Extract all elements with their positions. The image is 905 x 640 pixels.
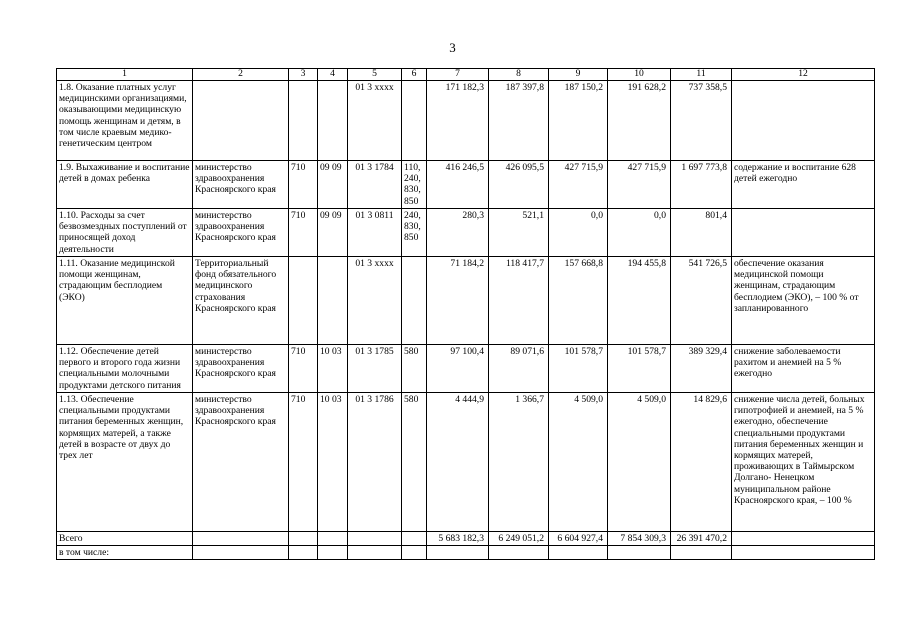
table-row-total [57, 532, 875, 546]
table-cell [732, 209, 875, 257]
table-cell: 1.8. Оказание платных услуг медицинскими организациями, оказывающими медицинскую помощь женщинам и детям, в том числе краевым медико-генетическим центром [57, 81, 193, 161]
table-cell: 710 [289, 209, 318, 257]
table-cell [289, 257, 318, 345]
table-cell: министерство здравоохранения Красноярского края [193, 161, 289, 209]
header-cell: 9 [549, 69, 608, 81]
header-cell: 10 [608, 69, 671, 81]
table-row [57, 257, 875, 345]
table-cell: 01 3 0811 [348, 209, 402, 257]
table-cell: 09 09 [318, 209, 348, 257]
table-cell [318, 532, 348, 546]
table-cell [348, 546, 402, 560]
table-cell: 101 578,7 [608, 345, 671, 393]
table-cell: 416 246,5 [427, 161, 489, 209]
table-cell: 521,1 [489, 209, 549, 257]
table-cell: 6 604 927,4 [549, 532, 608, 546]
header-cell: 7 [427, 69, 489, 81]
table-cell: 101 578,7 [549, 345, 608, 393]
table-cell: 427 715,9 [608, 161, 671, 209]
header-cell: 12 [732, 69, 875, 81]
table-cell: 194 455,8 [608, 257, 671, 345]
table-cell [318, 257, 348, 345]
table-cell [193, 81, 289, 161]
table-cell [608, 546, 671, 560]
table-cell: 6 249 051,2 [489, 532, 549, 546]
header-cell: 2 [193, 69, 289, 81]
table-cell: 10 03 [318, 393, 348, 532]
table-cell [427, 546, 489, 560]
table-cell [732, 546, 875, 560]
table-cell: 580 [402, 345, 427, 393]
header-cell: 1 [57, 69, 193, 81]
table-cell: 157 668,8 [549, 257, 608, 345]
table-cell: 171 182,3 [427, 81, 489, 161]
table-cell: 541 726,5 [671, 257, 732, 345]
table-cell: 09 09 [318, 161, 348, 209]
table-row [57, 161, 875, 209]
table-cell: снижение заболеваемости рахитом и анемией на 5 % ежегодно [732, 345, 875, 393]
table-cell: 0,0 [608, 209, 671, 257]
table-cell [402, 81, 427, 161]
table-cell [289, 532, 318, 546]
table-cell: 710 [289, 393, 318, 532]
header-cell: 8 [489, 69, 549, 81]
header-cell: 11 [671, 69, 732, 81]
table-cell [348, 532, 402, 546]
table-cell: Всего [57, 532, 193, 546]
table-cell: 10 03 [318, 345, 348, 393]
table-cell: 426 095,5 [489, 161, 549, 209]
table-cell: 737 358,5 [671, 81, 732, 161]
table-cell: 280,3 [427, 209, 489, 257]
table-header-row [57, 69, 875, 81]
table-cell: 1.10. Расходы за счет безвозмездных поступлений от приносящей доход деятельности [57, 209, 193, 257]
table-cell: 26 391 470,2 [671, 532, 732, 546]
table-cell [402, 257, 427, 345]
table-cell: 1 366,7 [489, 393, 549, 532]
table-cell: 1.13. Обеспечение специальными продуктами питания беременных женщин, кормящих матерей, а также детей в возрасте от двух до трех лет [57, 393, 193, 532]
table-cell [489, 546, 549, 560]
table-cell: 240, 830, 850 [402, 209, 427, 257]
header-cell: 5 [348, 69, 402, 81]
table-row [57, 81, 875, 161]
table-cell: содержание и воспитание 628 детей ежегодно [732, 161, 875, 209]
table-cell: 4 444,9 [427, 393, 489, 532]
table-cell [318, 546, 348, 560]
table-cell [732, 81, 875, 161]
table-cell: 01 3 хххх [348, 81, 402, 161]
table-cell: 01 3 1785 [348, 345, 402, 393]
table-cell: Территориальный фонд обязательного медицинского страхования Красноярского края [193, 257, 289, 345]
table-cell: министерство здравоохранения Красноярского края [193, 393, 289, 532]
table-cell: 710 [289, 161, 318, 209]
table-cell [402, 532, 427, 546]
table-cell: 14 829,6 [671, 393, 732, 532]
program-table [56, 68, 875, 560]
table-cell: 110, 240, 830, 850 [402, 161, 427, 209]
page-number: 3 [449, 40, 456, 55]
table-cell: 89 071,6 [489, 345, 549, 393]
table-cell: 01 3 1786 [348, 393, 402, 532]
table-cell [671, 546, 732, 560]
table-cell: 1.12. Обеспечение детей первого и второго года жизни специальными молочными продуктами детского питания [57, 345, 193, 393]
table-cell [732, 532, 875, 546]
table-cell [549, 546, 608, 560]
table-cell: 01 3 1784 [348, 161, 402, 209]
table-cell: 97 100,4 [427, 345, 489, 393]
table-cell [289, 81, 318, 161]
table-cell: 0,0 [549, 209, 608, 257]
table-row [57, 209, 875, 257]
table-cell: 187 397,8 [489, 81, 549, 161]
table-cell: 4 509,0 [608, 393, 671, 532]
table-row-subtotal [57, 546, 875, 560]
table-cell: 187 150,2 [549, 81, 608, 161]
header-cell: 6 [402, 69, 427, 81]
table-cell: в том числе: [57, 546, 193, 560]
table-cell: 71 184,2 [427, 257, 489, 345]
table-cell [193, 546, 289, 560]
table-cell: 191 628,2 [608, 81, 671, 161]
table-cell: снижение числа детей, больных гипотрофией и анемией, на 5 % ежегодно, обеспечение специальными продуктами питания беременных женщин и кормящих матерей, проживающих в Таймырском Долгано- Ненецком муниципальном районе Красноярского края, – 100 % [732, 393, 875, 532]
table-cell: министерство здравоохранения Красноярского края [193, 345, 289, 393]
table-cell: 1 697 773,8 [671, 161, 732, 209]
table-cell: 1.9. Выхаживание и воспитание детей в домах ребенка [57, 161, 193, 209]
table-cell: 5 683 182,3 [427, 532, 489, 546]
table-cell: министерство здравоохранения Красноярского края [193, 209, 289, 257]
table-cell: 1.11. Оказание медицинской помощи женщинам, страдающим бесплодием (ЭКО) [57, 257, 193, 345]
table-cell [289, 546, 318, 560]
table-cell: 4 509,0 [549, 393, 608, 532]
table-cell: 118 417,7 [489, 257, 549, 345]
table-cell: 389 329,4 [671, 345, 732, 393]
table-row [57, 393, 875, 532]
table-cell: 01 3 хххх [348, 257, 402, 345]
header-cell: 4 [318, 69, 348, 81]
table-cell: 801,4 [671, 209, 732, 257]
table-cell [318, 81, 348, 161]
table-row [57, 345, 875, 393]
table-cell: 427 715,9 [549, 161, 608, 209]
table-cell [193, 532, 289, 546]
table-cell: 710 [289, 345, 318, 393]
table-cell: 7 854 309,3 [608, 532, 671, 546]
table-cell: 580 [402, 393, 427, 532]
table-cell [402, 546, 427, 560]
header-cell: 3 [289, 69, 318, 81]
table-cell: обеспечение оказания медицинской помощи женщинам, страдающим бесплодием (ЭКО), – 100 % от запланированного [732, 257, 875, 345]
